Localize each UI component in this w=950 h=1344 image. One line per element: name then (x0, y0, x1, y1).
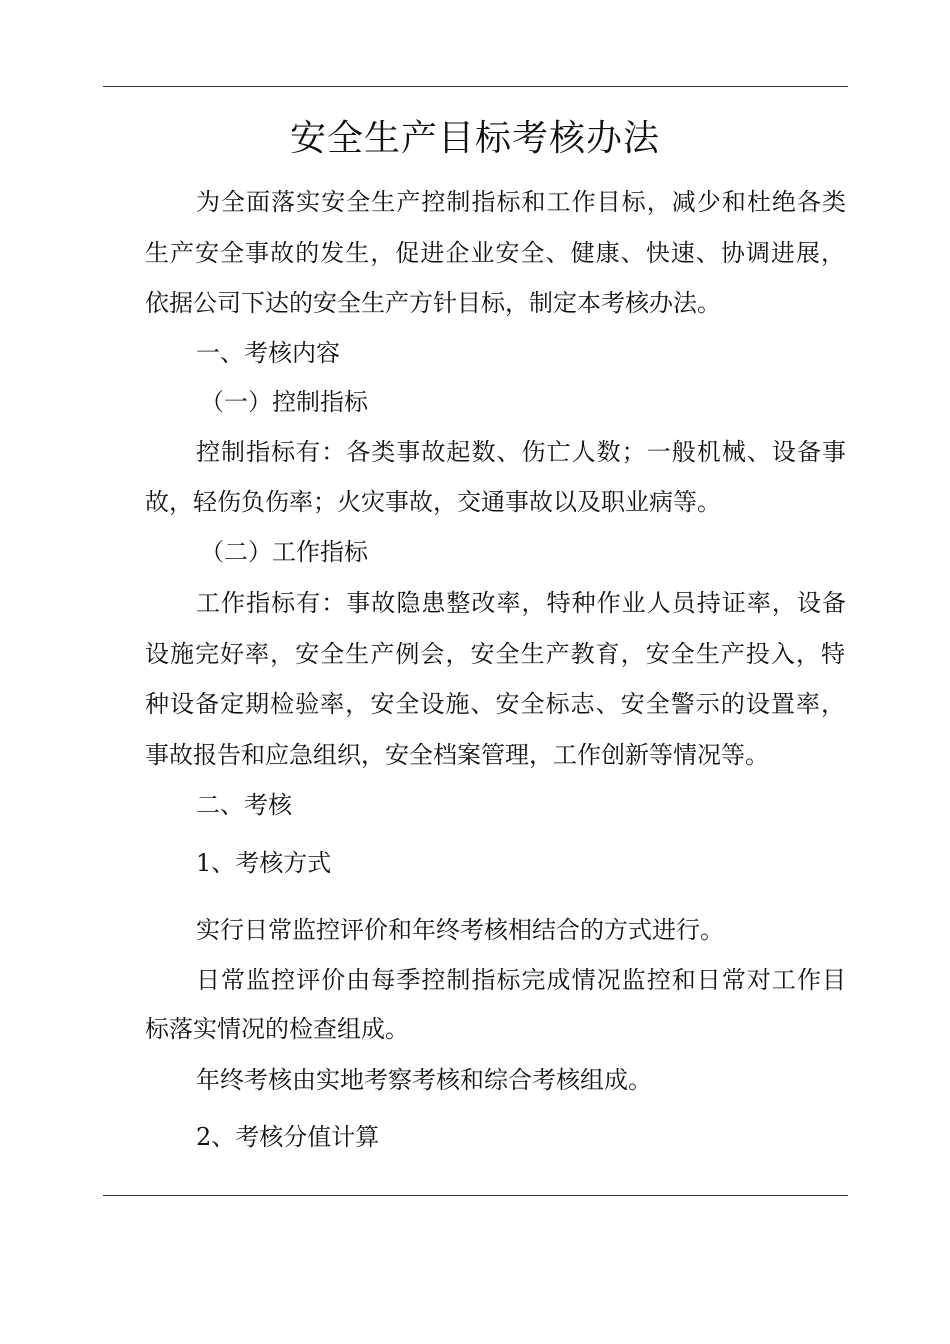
work-indicators-line-4: 事故报告和应急组织，安全档案管理，工作创新等情况等。 (145, 741, 769, 769)
section-1-heading: 一、考核内容 (196, 339, 340, 367)
subsection-2-heading: （二）工作指标 (200, 538, 368, 566)
footer-rule (103, 1195, 848, 1196)
daily-monitoring-line-2: 标落实情况的检查组成。 (145, 1015, 409, 1043)
header-rule (103, 86, 848, 87)
item-2-heading: 2、考核分值计算 (196, 1123, 380, 1151)
item-1-heading: 1、考核方式 (196, 849, 332, 877)
work-indicators-line-2: 设施完好率，安全生产例会，安全生产教育，安全生产投入，特 (145, 640, 845, 668)
year-end-assessment-paragraph: 年终考核由实地考察考核和综合考核组成。 (196, 1066, 652, 1094)
document-title: 安全生产目标考核办法 (289, 118, 660, 159)
daily-monitoring-line-1: 日常监控评价由每季控制指标完成情况监控和日常对工作目 (196, 966, 846, 994)
assessment-method-paragraph: 实行日常监控评价和年终考核相结合的方式进行。 (196, 916, 724, 944)
section-2-heading: 二、考核 (196, 791, 292, 819)
work-indicators-line-1: 工作指标有：事故隐患整改率，特种作业人员持证率，设备 (196, 589, 846, 617)
subsection-1-heading: （一）控制指标 (200, 388, 368, 416)
intro-line-1: 为全面落实安全生产控制指标和工作目标，减少和杜绝各类 (196, 188, 846, 216)
control-indicators-line-2: 故，轻伤负伤率；火灾事故，交通事故以及职业病等。 (145, 488, 721, 516)
work-indicators-line-3: 种设备定期检验率，安全设施、安全标志、安全警示的设置率， (145, 690, 845, 718)
intro-line-2: 生产安全事故的发生，促进企业安全、健康、快速、协调进展， (145, 239, 845, 267)
control-indicators-line-1: 控制指标有：各类事故起数、伤亡人数；一般机械、设备事 (196, 438, 846, 466)
intro-line-3: 依据公司下达的安全生产方针目标，制定本考核办法。 (145, 289, 721, 317)
